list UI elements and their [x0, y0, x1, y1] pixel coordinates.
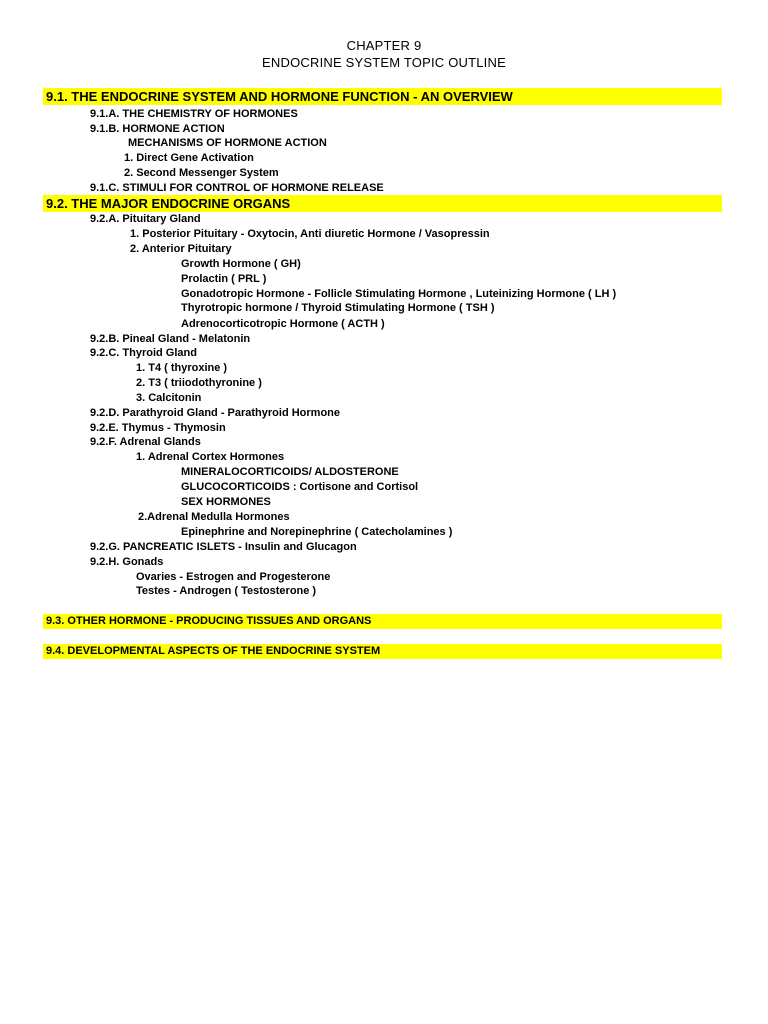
outline-item: 9.2.C. Thyroid Gland — [90, 347, 197, 359]
page-title: ENDOCRINE SYSTEM TOPIC OUTLINE — [262, 55, 506, 70]
outline-item: 2. Anterior Pituitary — [130, 243, 232, 255]
section-heading-9-4: 9.4. DEVELOPMENTAL ASPECTS OF THE ENDOCRINE SYSTEM — [43, 644, 722, 659]
outline-item: 9.2.F. Adrenal Glands — [90, 436, 201, 448]
outline-item: 9.2.D. Parathyroid Gland - Parathyroid Hormone — [90, 407, 340, 419]
section-heading-9-2: 9.2. THE MAJOR ENDOCRINE ORGANS — [43, 195, 722, 212]
outline-item: 9.2.G. PANCREATIC ISLETS - Insulin and Glucagon — [90, 541, 357, 553]
outline-item: 3. Calcitonin — [136, 392, 202, 404]
outline-item: 2. T3 ( triiodothyronine ) — [136, 377, 262, 389]
outline-item: GLUCOCORTICOIDS : Cortisone and Cortisol — [181, 481, 419, 493]
outline-item: 2. Second Messenger System — [124, 167, 279, 179]
chapter-label: CHAPTER 9 — [346, 38, 422, 53]
outline-item: 1. Posterior Pituitary - Oxytocin, Anti diuretic Hormone / Vasopressin — [130, 228, 490, 240]
section-heading-9-3: 9.3. OTHER HORMONE - PRODUCING TISSUES AND ORGANS — [43, 614, 722, 629]
outline-item: 1. Adrenal Cortex Hormones — [136, 451, 285, 463]
outline-item: Ovaries - Estrogen and Progesterone — [136, 571, 331, 583]
section-heading-9-1: 9.1. THE ENDOCRINE SYSTEM AND HORMONE FUNCTION - AN OVERVIEW — [43, 88, 722, 105]
outline-item: 9.1.C. STIMULI FOR CONTROL OF HORMONE RELEASE — [90, 182, 384, 194]
outline-item: Gonadotropic Hormone - Follicle Stimulating Hormone , Luteinizing Hormone ( LH ) — [181, 288, 617, 300]
outline-item: MECHANISMS OF HORMONE ACTION — [128, 137, 327, 149]
outline-item: 9.2.H. Gonads — [90, 556, 164, 568]
outline-item: SEX HORMONES — [181, 496, 271, 508]
outline-item: 9.1.A. THE CHEMISTRY OF HORMONES — [90, 108, 298, 120]
outline-item: 1. T4 ( thyroxine ) — [136, 362, 228, 374]
outline-item: 1. Direct Gene Activation — [124, 152, 254, 164]
outline-item: Epinephrine and Norepinephrine ( Catecholamines ) — [181, 526, 453, 538]
outline-item: 9.1.B. HORMONE ACTION — [90, 123, 225, 135]
outline-item: 9.2.A. Pituitary Gland — [90, 213, 201, 225]
outline-item: Growth Hormone ( GH) — [181, 258, 301, 270]
outline-item: 2.Adrenal Medulla Hormones — [138, 511, 290, 523]
outline-item: 9.2.E. Thymus - Thymosin — [90, 422, 226, 434]
outline-item: Testes - Androgen ( Testosterone ) — [136, 585, 317, 597]
outline-item: Adrenocorticotropic Hormone ( ACTH ) — [181, 318, 385, 330]
outline-item: 9.2.B. Pineal Gland - Melatonin — [90, 333, 251, 345]
outline-item: MINERALOCORTICOIDS/ ALDOSTERONE — [181, 466, 399, 478]
outline-item: Prolactin ( PRL ) — [181, 273, 267, 285]
outline-item: Thyrotropic hormone / Thyroid Stimulating Hormone ( TSH ) — [181, 302, 495, 314]
